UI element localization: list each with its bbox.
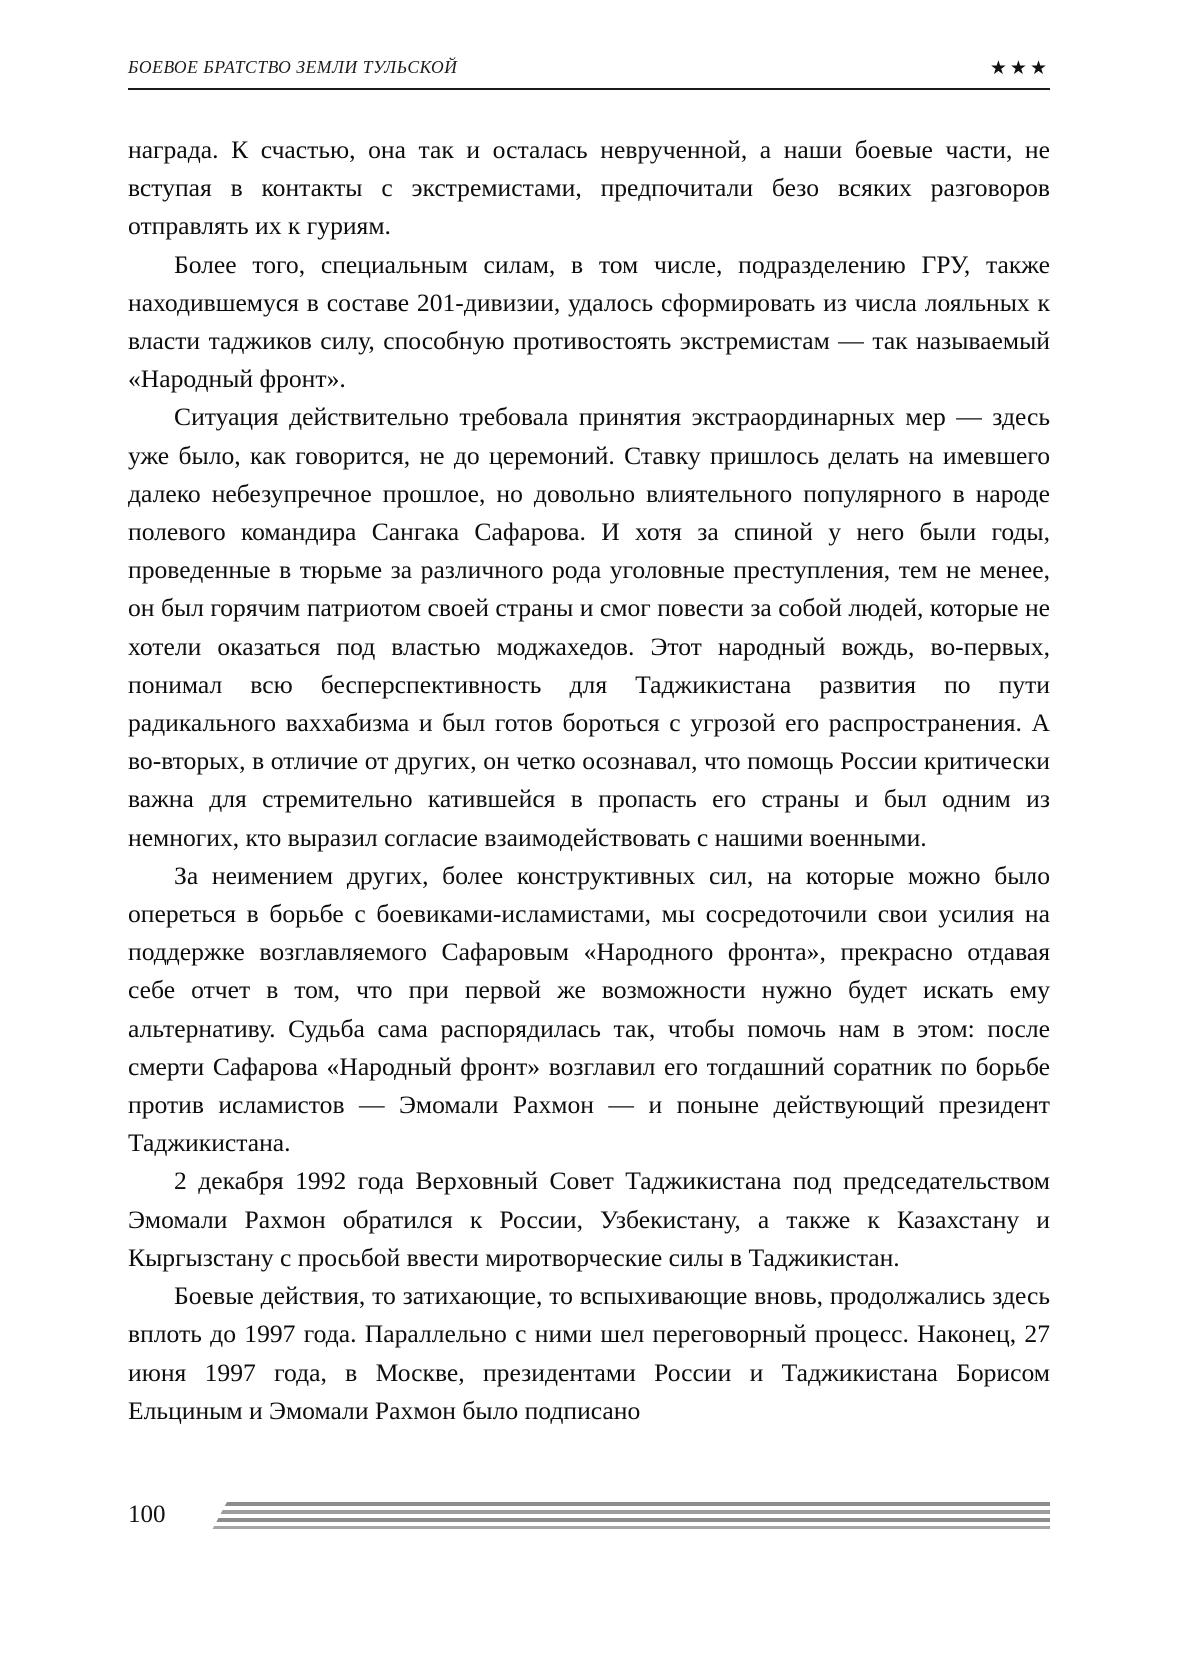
paragraph: За неимением других, более конструктивных сил, на которые можно было опереться в борьбе с боевиками-исламистами, мы сосредоточили свои усилия на поддержке возглавляемого Сафаровым «Народного фронта», прекрасно отдавая себе отчет в том, что при первой же возможности нужно будет искать ему альтернативу. Судьба сама распорядилась так, чтобы помочь нам в этом: после смерти Сафарова «Народный фронт» возглавил его тогдашний соратник по борьбе против исламистов — Эмомали Рахмон — и поныне действующий президент Таджикистана.	[128, 860, 1050, 1158]
footer-stripes-ornament	[190, 1500, 1050, 1530]
body-text	[128, 131, 1050, 1430]
paragraph: Ситуация действительно требовала принятия экстраординарных мер — здесь уже было, как говорится, не до церемоний. Ставку пришлось делать на имевшего далеко небезупречное прошлое, но довольно влиятельного популярного в народе полевого командира Сангака Сафарова. И хотя за спиной у него были годы, проведенные в тюрьме за различного рода уголовные преступления, тем не менее, он был горячим патриотом своей страны и смог повести за собой людей, которые не хотели оказаться под властью моджахедов. Этот народный вождь, во-первых, понимал всю бесперспективность для Таджикистана развития по пути радикального ваххабизма и был готов бороться с угрозой его распространения. А во-вторых, в отличие от других, он четко осознавал, что помощь России критически важна для стремительно катившейся в пропасть его страны и был одним из немногих, кто выразил согласие взаимодействовать с нашими военными.	[128, 402, 1050, 852]
paragraph: Боевые действия, то затихающие, то вспыхивающие вновь, продолжались здесь вплоть до 1997 года. Параллельно с ними шел переговорный процесс. Наконец, 27 июня 1997 года, в Москве, президентами России и Таджикистана Борисом Ельциным и Эмомали Рахмон было подписано	[128, 1281, 1050, 1425]
paragraph: Более того, специальным силам, в том числе, подразделению ГРУ, также находившемуся в составе 201-дивизии, удалось сформировать из числа лояльных к власти таджиков силу, способную противостоять экстремистам — так называемый «Народный фронт».	[128, 249, 1050, 394]
paragraph: 2 декабря 1992 года Верховный Совет Таджикистана под председательством Эмомали Рахмон обратился к России, Узбекистану, а также к Казахстану и Кыргызстану с просьбой ввести миротворческие силы в Таджикистан.	[128, 1166, 1050, 1272]
footer-stripe	[190, 1502, 1050, 1506]
paragraph: награда. К счастью, она так и осталась неврученной, а наши боевые части, не вступая в контакты с экстремистами, предпочитали безо всяких разговоров отправлять их к гуриям.	[128, 135, 1050, 241]
footer-stripe	[190, 1526, 1050, 1529]
page-footer	[128, 1498, 1050, 1532]
running-head	[128, 57, 1050, 78]
footer-stripe	[190, 1518, 1050, 1522]
page-number: 100	[128, 1501, 166, 1528]
three-stars-icon: ★★★	[989, 58, 1050, 79]
running-head-title: БОЕВОЕ БРАТСТВО ЗЕМЛИ ТУЛЬСКОЙ	[128, 57, 458, 77]
footer-stripe	[190, 1510, 1050, 1514]
header-divider	[128, 88, 1050, 90]
